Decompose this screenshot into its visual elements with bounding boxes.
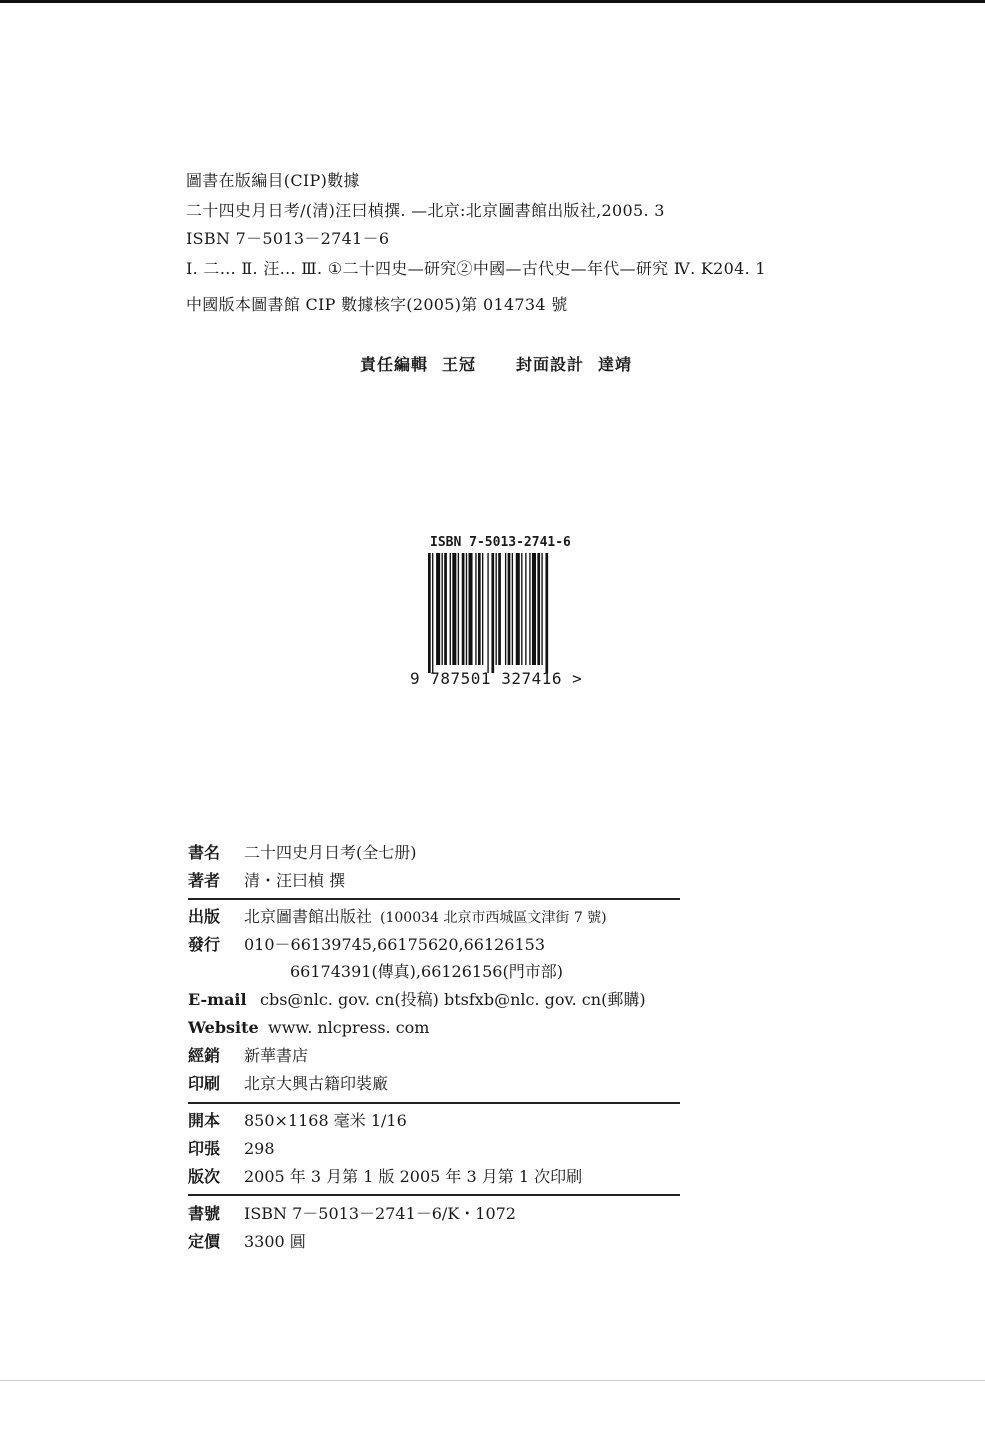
colophon-printer-row: 印刷 北京大興古籍印裝廠 xyxy=(188,1074,389,1093)
barcode-bar xyxy=(478,553,481,665)
barcode-bar xyxy=(505,553,506,665)
barcode-bar xyxy=(466,553,467,665)
barcode-bar xyxy=(475,553,476,665)
barcode-bar xyxy=(432,553,433,673)
colophon-email-row: E-mail cbs@nlc. gov. cn(投稿) btsfxb@nlc. gov. cn(郵購) xyxy=(188,990,646,1009)
barcode-bar xyxy=(462,553,465,665)
top-border-line xyxy=(0,0,985,3)
barcode-bar xyxy=(496,553,497,665)
barcode-bar xyxy=(529,553,530,665)
barcode-bar xyxy=(442,553,443,665)
colophon-retail-row: 經銷 新華書店 xyxy=(188,1046,309,1065)
barcode-bar xyxy=(452,553,456,665)
barcode-bar xyxy=(482,553,483,665)
colophon-title-row: 書名 二十四史月日考(全七册) xyxy=(188,843,417,862)
colophon-distribution-row: 發行 010－66139745,66175620,66126153 xyxy=(188,935,546,954)
editor-name: 王冠 xyxy=(442,355,477,374)
cip-title-line: 二十四史月日考/(清)汪曰楨撰. —北京:北京圖書館出版社,2005. 3 xyxy=(186,201,665,220)
colophon-distribution-row-2: 66174391(傳真),66126156(門市部) xyxy=(290,962,563,981)
barcode-isbn-text: ISBN 7-5013-2741-6 xyxy=(430,535,571,550)
barcode-bar xyxy=(428,553,431,673)
barcode-bar xyxy=(541,553,542,665)
barcode-bar xyxy=(436,553,440,665)
barcode-bar xyxy=(516,553,520,665)
barcode-bar xyxy=(491,553,494,673)
editors-line xyxy=(360,352,632,375)
barcode-bar xyxy=(458,553,459,665)
colophon-sheets-row: 印張 298 xyxy=(188,1139,275,1158)
colophon-edition-row: 版次 2005 年 3 月第 1 版 2005 年 3 月第 1 次印刷 xyxy=(188,1167,583,1186)
barcode-bar xyxy=(521,553,522,665)
colophon-publisher-row: 出版 北京圖書館出版社 (100034 北京市西城區文津街 7 號) xyxy=(188,907,607,926)
designer-label: 封面設計 xyxy=(516,355,585,374)
barcode-bars xyxy=(428,553,584,673)
barcode-bar xyxy=(532,553,536,665)
colophon-price-row: 定價 3300 圓 xyxy=(188,1232,306,1251)
colophon-booknum-row: 書號 ISBN 7－5013－2741－6/K・1072 xyxy=(188,1204,516,1223)
barcode-bar xyxy=(512,553,513,665)
barcode-bar xyxy=(469,553,473,665)
colophon-author-row: 著者 清・汪曰楨 撰 xyxy=(188,871,346,890)
cip-record-number: 中國版本圖書館 CIP 數據核字(2005)第 014734 號 xyxy=(186,295,568,314)
cip-classification-line: Ⅰ. 二… Ⅱ. 汪… Ⅲ. ①二十四史—研究②中國—古代史—年代—研究 Ⅳ. K204. 1 xyxy=(186,259,766,278)
designer-name: 達靖 xyxy=(598,355,633,374)
colophon-divider xyxy=(188,1194,680,1196)
barcode-bar xyxy=(444,553,447,665)
barcode-bar xyxy=(508,553,511,665)
bottom-border-line xyxy=(0,1380,985,1381)
colophon-website-row: Website www. nlcpress. com xyxy=(188,1018,430,1037)
cip-isbn-line: ISBN 7－5013－2741－6 xyxy=(186,229,390,248)
barcode-bar xyxy=(498,553,501,665)
editor-label: 責任編輯 xyxy=(360,355,429,374)
barcode-bar xyxy=(545,553,548,673)
barcode-digits: 9 787501 327416 > xyxy=(410,669,583,688)
barcode-bar xyxy=(525,553,526,665)
barcode-bar xyxy=(537,553,540,665)
colophon-format-row: 開本 850×1168 毫米 1/16 xyxy=(188,1111,407,1130)
colophon-divider xyxy=(188,898,680,900)
barcode-bar xyxy=(450,553,451,665)
colophon-divider xyxy=(188,1102,680,1104)
barcode-bar xyxy=(487,553,488,673)
isbn-barcode xyxy=(406,533,606,693)
cip-heading: 圖書在版編目(CIP)數據 xyxy=(186,171,360,190)
